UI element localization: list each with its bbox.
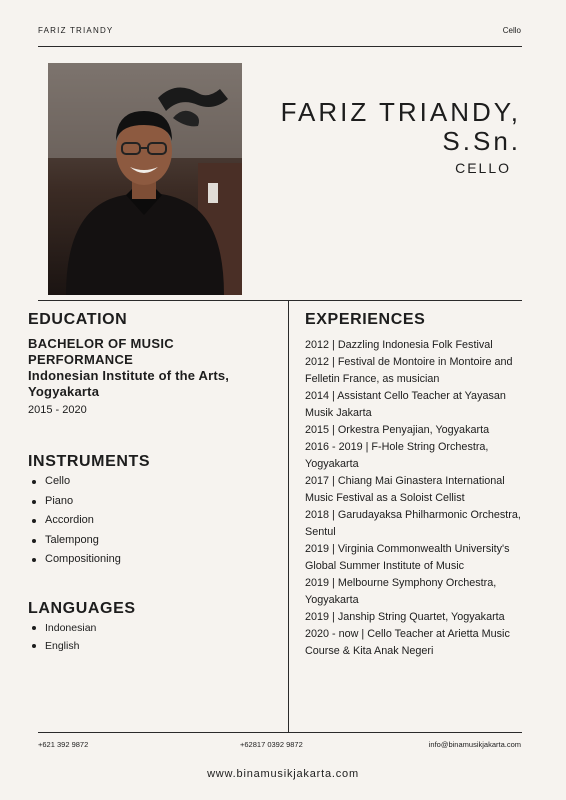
profile-name-line2: S.Sn. xyxy=(442,126,521,156)
list-item: Piano xyxy=(28,494,121,514)
education-school-line2: Yogyakarta xyxy=(28,384,100,399)
education-heading: EDUCATION xyxy=(28,311,128,328)
profile-role: CELLO xyxy=(455,160,511,176)
experience-line: 2012 | Dazzling Indonesia Folk Festival xyxy=(305,339,493,351)
footer-phone-2: +62817 0392 9872 xyxy=(240,740,303,749)
experience-line: 2017 | Chiang Mai Ginastera International xyxy=(305,475,505,487)
experiences-list xyxy=(305,337,547,660)
experience-line: 2019 | Janship String Quartet, Yogyakarta xyxy=(305,611,505,623)
footer-phone-1: +621 392 9872 xyxy=(38,740,89,749)
experience-line: 2016 - 2019 | F-Hole String Orchestra, xyxy=(305,441,489,453)
experience-line: Yogyakarta xyxy=(305,594,359,606)
top-divider xyxy=(38,46,522,47)
footer-website[interactable]: www.binamusikjakarta.com xyxy=(207,768,359,780)
header-role: Cello xyxy=(502,26,521,35)
education-school-line1: Indonesian Institute of the Arts, xyxy=(28,368,230,383)
list-item: Compositioning xyxy=(28,552,121,572)
education-years: 2015 - 2020 xyxy=(28,404,87,416)
experience-line: 2019 | Virginia Commonwealth University's xyxy=(305,543,510,555)
experience-line: Felletin France, as musician xyxy=(305,373,440,385)
portrait-image xyxy=(48,63,242,295)
profile-name-line1: FARIZ TRIANDY, xyxy=(280,97,521,127)
header-name: FARIZ TRIANDY xyxy=(38,26,114,35)
column-divider xyxy=(288,300,289,732)
experiences-heading: EXPERIENCES xyxy=(305,311,426,328)
profile-photo xyxy=(48,63,242,295)
education-degree-line1: BACHELOR OF MUSIC xyxy=(28,336,174,351)
experience-line: 2015 | Orkestra Penyajian, Yogyakarta xyxy=(305,424,490,436)
experience-line: 2019 | Melbourne Symphony Orchestra, xyxy=(305,577,497,589)
experience-line: 2018 | Garudayaksa Philharmonic Orchestra, xyxy=(305,509,521,521)
list-item: Cello xyxy=(28,474,121,494)
education-block xyxy=(28,336,283,416)
footer-email[interactable]: info@binamusikjakarta.com xyxy=(428,740,521,749)
list-item: Accordion xyxy=(28,513,121,533)
list-item: English xyxy=(28,639,96,657)
experience-line: Musik Jakarta xyxy=(305,407,372,419)
languages-list xyxy=(28,621,96,657)
experience-line: Sentul xyxy=(305,526,336,538)
experience-line: 2014 | Assistant Cello Teacher at Yayasan xyxy=(305,390,506,402)
experience-line: Yogyakarta xyxy=(305,458,359,470)
experience-line: 2012 | Festival de Montoire in Montoire and xyxy=(305,356,513,368)
instruments-list xyxy=(28,474,121,572)
experience-line: Course & Kita Anak Negeri xyxy=(305,645,434,657)
languages-heading: LANGUAGES xyxy=(28,600,136,617)
experience-line: 2020 - now | Cello Teacher at Arietta Music xyxy=(305,628,510,640)
section-divider xyxy=(38,300,522,301)
instruments-heading: INSTRUMENTS xyxy=(28,453,151,470)
footer-divider xyxy=(38,732,522,733)
list-item: Talempong xyxy=(28,533,121,553)
list-item: Indonesian xyxy=(28,621,96,639)
experience-line: Music Festival as a Soloist Cellist xyxy=(305,492,465,504)
education-degree-line2: PERFORMANCE xyxy=(28,352,134,367)
experience-line: Global Summer Institute of Music xyxy=(305,560,465,572)
